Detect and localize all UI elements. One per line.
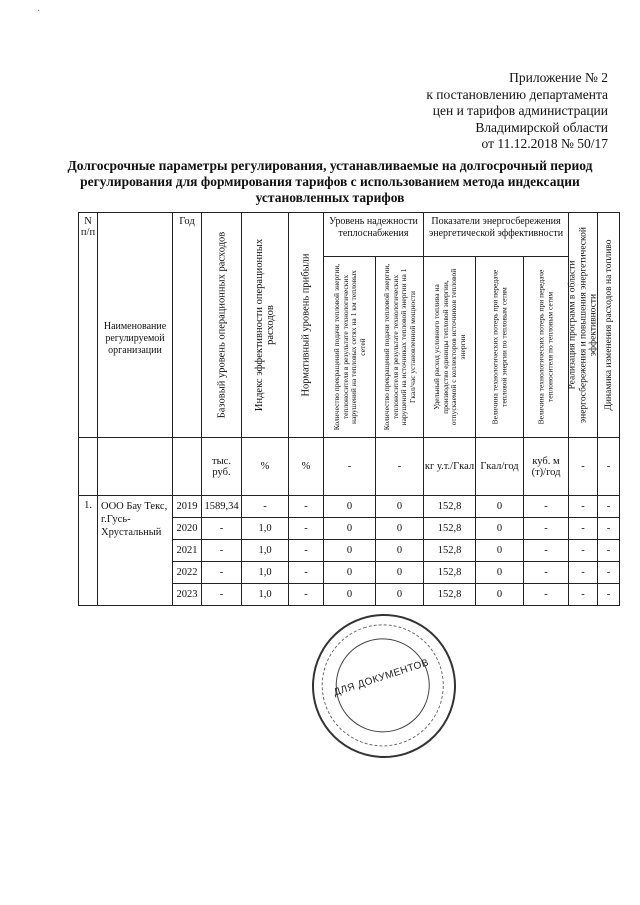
cell: 152,8 [424, 518, 476, 540]
header-org-name: Наименование регулируемой организации [98, 213, 173, 438]
header-heat-losses: Величина технологических потерь при передаче тепловой энергии по тепловым сетям [476, 257, 524, 438]
cell: 0 [476, 584, 524, 606]
header-line: Владимирской области [475, 119, 608, 135]
cell: 0 [476, 540, 524, 562]
header-num: N п/п [79, 213, 98, 438]
cell: - [242, 496, 289, 518]
header-reliability-group: Уровень надежности теплоснабжения [324, 213, 424, 257]
document-title: Долгосрочные параметры регулирования, устанавливаемые на долгосрочный период регулирования для формирования тарифов с использованием метода индексации установленных тарифов [67, 158, 593, 205]
cell: - [569, 518, 598, 540]
cell: - [524, 584, 569, 606]
cell: - [598, 496, 620, 518]
cell: 0 [324, 496, 376, 518]
header-profit-level: Нормативный уровень прибыли [289, 213, 324, 438]
cell: - [598, 518, 620, 540]
cell: - [289, 562, 324, 584]
unit-cell: Гкал/год [476, 438, 524, 496]
cell: - [202, 562, 242, 584]
cell: 0 [476, 496, 524, 518]
header-line: цен и тарифов администрации [432, 103, 608, 118]
cell: 0 [324, 562, 376, 584]
cell: - [569, 584, 598, 606]
cell: 152,8 [424, 562, 476, 584]
units-row [79, 438, 620, 496]
header-line: от 11.12.2018 № 50/17 [481, 136, 608, 151]
unit-cell: кг у.т./Гкал [424, 438, 476, 496]
cell: 2022 [173, 562, 202, 584]
unit-cell: - [569, 438, 598, 496]
cell: 1,0 [242, 540, 289, 562]
header-line: Приложение № 2 [509, 70, 608, 85]
stamp-text: ДЛЯ ДОКУМЕНТОВ [332, 657, 431, 699]
header-fuel-rate: Удельный расход условного топлива на производство единицы тепловой энергии, отпускаемой с коллекторов источников тепловой энергии [424, 257, 476, 438]
table-row [79, 496, 620, 518]
cell: 0 [376, 562, 424, 584]
org-name: ООО Бау Текс, г.Гусь-Хрустальный [98, 496, 173, 606]
cell: - [289, 518, 324, 540]
cell: 0 [476, 562, 524, 584]
unit-cell: - [376, 438, 424, 496]
official-stamp [293, 595, 474, 776]
cell: 0 [324, 584, 376, 606]
cell: 152,8 [424, 540, 476, 562]
cell: 0 [376, 496, 424, 518]
cell: - [289, 584, 324, 606]
cell: 0 [376, 540, 424, 562]
cell: - [598, 584, 620, 606]
unit-cell: - [324, 438, 376, 496]
header-base-level: Базовый уровень операционных расходов [202, 213, 242, 438]
cell: - [524, 562, 569, 584]
cell: 0 [476, 518, 524, 540]
cell: 152,8 [424, 584, 476, 606]
cell: 2023 [173, 584, 202, 606]
cell: - [289, 496, 324, 518]
org-num: 1. [79, 496, 98, 606]
cell: 2020 [173, 518, 202, 540]
cell: - [569, 496, 598, 518]
cell: - [598, 540, 620, 562]
cell: - [202, 584, 242, 606]
cell: 0 [324, 518, 376, 540]
header-energy-group: Показатели энергосбережения энергетической эффективности [424, 213, 569, 257]
header-year: Год [173, 213, 202, 438]
cell: 1,0 [242, 584, 289, 606]
header-fuel-dynamics: Динамика изменения расходов на топливо [598, 213, 620, 438]
unit-cell: % [242, 438, 289, 496]
header-reliability-networks: Количество прекращений подачи тепловой энергии, теплоносителя в результате технологических нарушений на тепловых сетях на 1 км тепловых сетей [324, 257, 376, 438]
cell: 2019 [173, 496, 202, 518]
header-line: к постановлению департамента [426, 86, 608, 102]
cell: 0 [324, 540, 376, 562]
cell: - [289, 540, 324, 562]
cell: - [569, 562, 598, 584]
unit-cell: тыс. руб. [202, 438, 242, 496]
cell: 1,0 [242, 518, 289, 540]
cell: - [202, 518, 242, 540]
cell: 152,8 [424, 496, 476, 518]
cell: 2021 [173, 540, 202, 562]
cell: - [524, 496, 569, 518]
unit-cell: % [289, 438, 324, 496]
cell: - [598, 562, 620, 584]
header-reliability-sources: Количество прекращений подачи тепловой энергии, теплоносителя в результате технологических нарушений на источниках тепловой энергии на 1 Гкал/час установленной мощности [376, 257, 424, 438]
header-program: Реализация программ в области энергосбережения и повышения энергетической эффективности [569, 213, 598, 438]
cell: - [569, 540, 598, 562]
header-coolant-losses: Величина технологических потерь при передаче теплоносителя по тепловым сетям [524, 257, 569, 438]
cell: 0 [376, 584, 424, 606]
parameters-table [78, 212, 620, 606]
cell: 1589,34 [202, 496, 242, 518]
cell: 1,0 [242, 562, 289, 584]
cell: 0 [376, 518, 424, 540]
corner-mark: · [37, 6, 41, 17]
appendix-header [426, 70, 608, 153]
cell: - [202, 540, 242, 562]
cell: - [524, 540, 569, 562]
cell: - [524, 518, 569, 540]
unit-cell: - [598, 438, 620, 496]
header-efficiency-index: Индекс эффективности операционных расходов [242, 213, 289, 438]
unit-cell: куб. м (т)/год [524, 438, 569, 496]
